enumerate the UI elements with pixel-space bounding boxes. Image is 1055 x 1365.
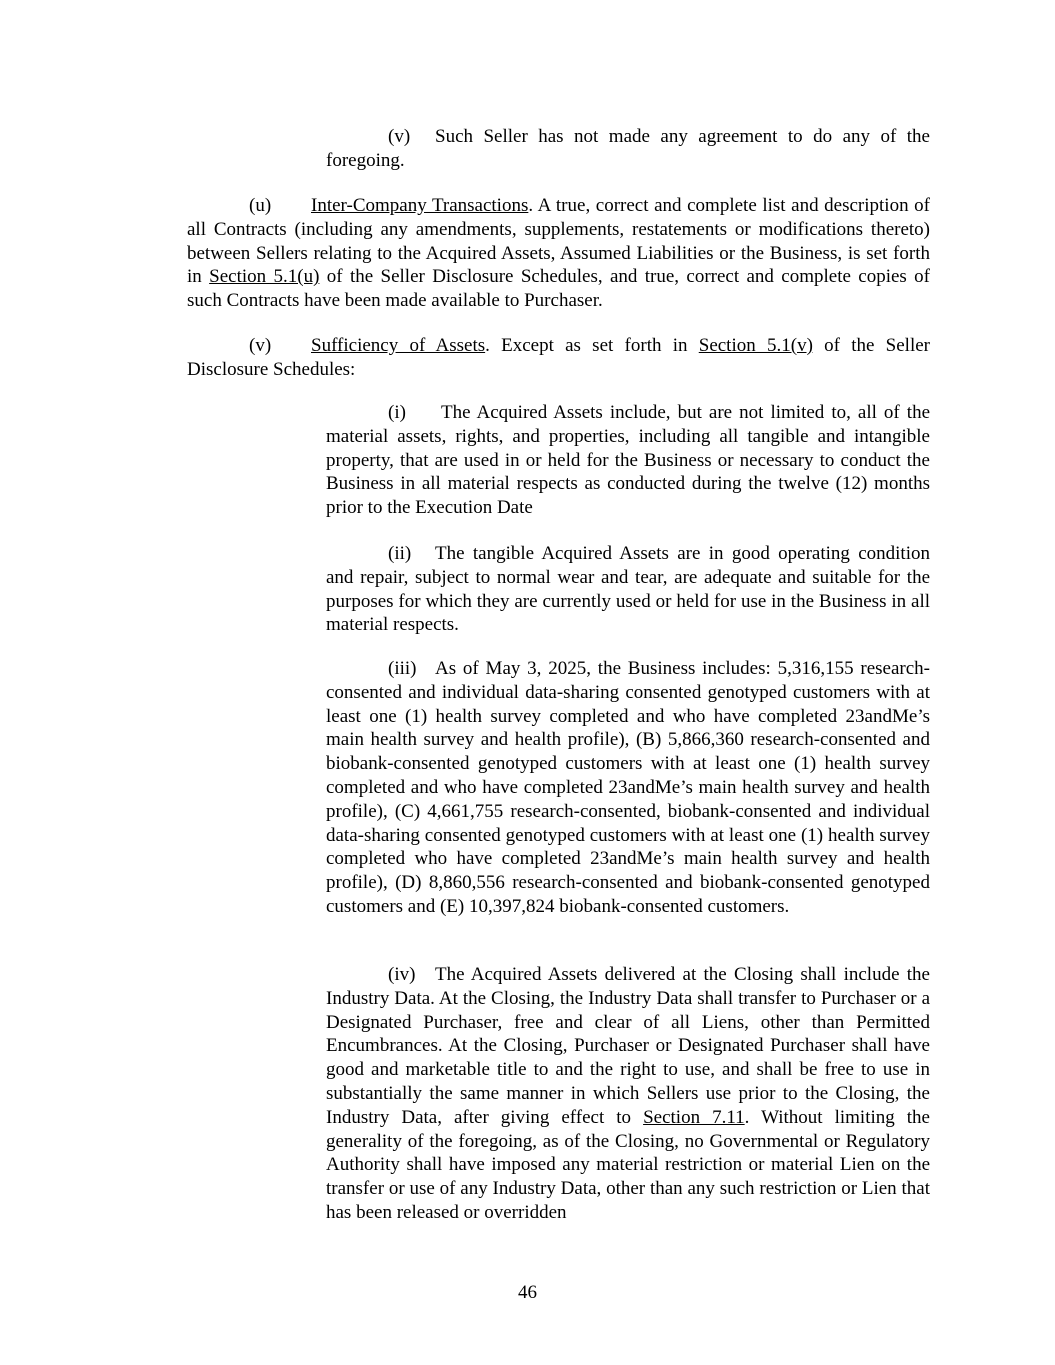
section-heading: Sufficiency of Assets (311, 335, 486, 356)
paragraph-number: (ii) (388, 543, 412, 564)
paragraph-number: (v) (388, 126, 411, 147)
paragraph-number: (v) (249, 335, 272, 356)
paragraph-ii (326, 542, 930, 637)
paragraph-text: The Acquired Assets include, but are not limited to, all of the material assets, rights, and properties, including all tangible and intangible property, that are used in or held for the Business or necessary to conduct the Business in all material respects as conducted during the twelve (12) months prior to the Execution Date (326, 402, 930, 519)
paragraph-iii (326, 657, 930, 919)
section-heading: Inter-Company Transactions (311, 195, 529, 216)
section-reference: Section 5.1(v) (698, 335, 813, 356)
page-number: 46 (518, 1282, 537, 1303)
paragraph-text: . Except as set forth in (485, 335, 699, 356)
paragraph-u-inter-company-transactions (187, 194, 930, 313)
paragraph-number: (i) (388, 402, 406, 423)
paragraph-text: of the Seller Disclosure Schedules, and true, correct and complete copies of such Contracts have been made available to Purchaser. (187, 266, 931, 312)
section-reference: Section 7.11 (643, 1106, 745, 1128)
paragraph-text: The tangible Acquired Assets are in good operating condition and repair, subject to normal wear and tear, are adequate and suitable for the purposes for which they are currently used or held for use in the Business in all material respects. (326, 543, 930, 636)
paragraph-text: . A true, correct and complete list and description of all Contracts (including any amendments, supplements, restatements or modifications thereto) between Sellers relating to the Acquired Assets, Assumed Liabilities or the Business, is set forth in (187, 195, 930, 288)
paragraph-text: . Without limiting the generality of the foregoing, as of the Closing, no Governmental or Regulatory Authority shall have imposed any material restriction or material Lien on the transfer or use of any Industry Data, other than any such restriction or Lien that has been released or overridden (326, 1106, 930, 1223)
section-reference: Section 5.1(u) (209, 266, 320, 288)
paragraph-text: As of May 3, 2025, the Business includes: 5,316,155 research-consented and individual data-sharing consented genotyped customers with at least one (1) health survey completed and who have completed 23andMe’s main health survey and health profile), (B) 5,866,360 research-consented and biobank-consented genotyped customers with at least one (1) health survey completed and who have completed 23andMe’s main health survey and health profile), (C) 4,661,755 research-consented, biobank-consented and individual data-sharing consented genotyped customers with at least one (1) health survey completed who have completed 23andMe’s main health survey and health profile), (D) 8,860,556 research-consented and biobank-consented genotyped customers and (E) 10,397,824 biobank-consented customers. (326, 658, 930, 917)
paragraph-number: (iii) (388, 658, 417, 679)
paragraph-iv (326, 963, 930, 1225)
paragraph-number: (u) (249, 195, 272, 216)
paragraph-i (326, 401, 930, 520)
paragraph-text: Such Seller has not made any agreement to do any of the foregoing. (326, 126, 930, 171)
paragraph-text: The Acquired Assets delivered at the Closing shall include the Industry Data. At the Closing, the Industry Data shall transfer to Purchaser or a Designated Purchaser, free and clear of all Liens, other than Permitted Encumbrances. At the Closing, Purchaser or Designated Purchaser shall have good and marketable title to and the right to use, and shall be free to use in substantially the same manner in which Sellers use prior to the Closing, the Industry Data, after giving effect to (326, 964, 930, 1128)
paragraph-text: of the Seller Disclosure Schedules: (187, 335, 930, 380)
paragraph-v-sufficiency-of-assets (187, 334, 930, 382)
paragraph-number: (iv) (388, 964, 416, 985)
paragraph-v-foregoing (326, 125, 930, 173)
